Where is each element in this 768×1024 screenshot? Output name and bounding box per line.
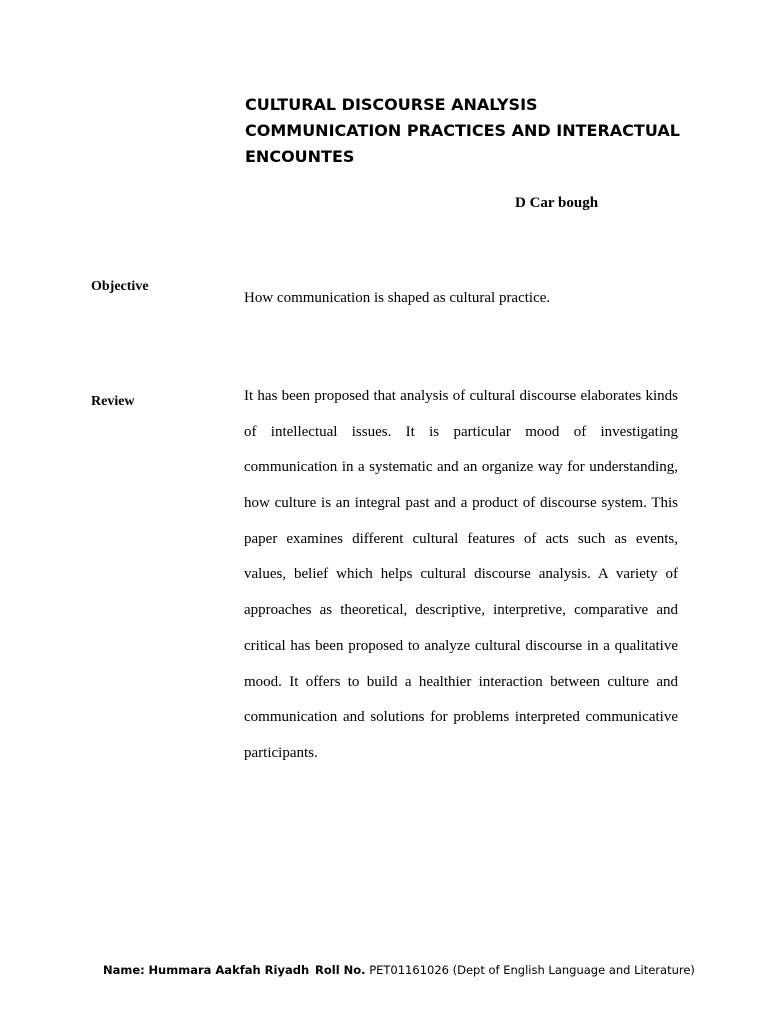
title-line-2: COMMUNICATION PRACTICES AND INTERACTUAL bbox=[245, 121, 680, 140]
footer-name-label: Name: bbox=[103, 963, 145, 977]
review-line: how culture is an integral past and a product of discourse system. This bbox=[244, 495, 678, 512]
review-paragraph bbox=[244, 379, 678, 772]
review-line: communication and solutions for problems interpreted communicative bbox=[244, 709, 678, 726]
footer-roll-value: PET01161026 (Dept of English Language and Literature) bbox=[369, 963, 695, 977]
review-line: critical has been proposed to analyze cultural discourse in a qualitative bbox=[244, 637, 678, 654]
title-line-3: ENCOUNTES bbox=[245, 147, 355, 166]
document-title bbox=[245, 92, 715, 170]
review-label: Review bbox=[91, 394, 135, 409]
footer-student-name bbox=[103, 960, 309, 980]
footer-roll-label: Roll No. bbox=[315, 963, 366, 977]
review-line: approaches as theoretical, descriptive, interpretive, comparative and bbox=[244, 602, 678, 619]
title-line-1: CULTURAL DISCOURSE ANALYSIS bbox=[245, 95, 538, 114]
footer-name-value: Hummara Aakfah Riyadh bbox=[148, 963, 310, 977]
objective-text: How communication is shaped as cultural practice. bbox=[244, 290, 551, 306]
review-line: communication in a systematic and an organize way for understanding, bbox=[244, 459, 678, 476]
author-name: D Car bough bbox=[515, 195, 599, 211]
review-line: values, belief which helps cultural discourse analysis. A variety of bbox=[244, 566, 678, 583]
review-line: of intellectual issues. It is particular mood of investigating bbox=[244, 423, 678, 440]
page-footer bbox=[0, 960, 768, 980]
objective-label: Objective bbox=[91, 279, 149, 294]
review-line: It has been proposed that analysis of cultural discourse elaborates kinds bbox=[244, 388, 678, 404]
review-line: mood. It offers to build a healthier interaction between culture and bbox=[244, 673, 678, 690]
footer-roll-number bbox=[315, 960, 695, 980]
review-line: paper examines different cultural features of acts such as events, bbox=[244, 530, 678, 547]
review-line: participants. bbox=[244, 744, 318, 761]
